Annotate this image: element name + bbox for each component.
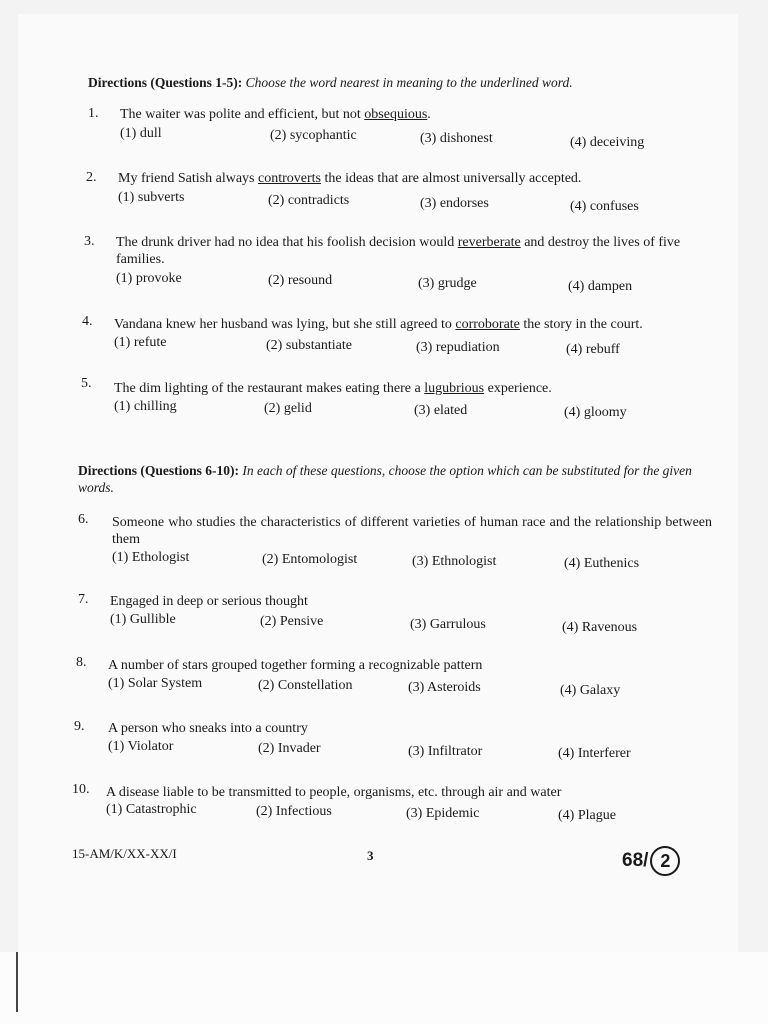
question-7-option-2: (2) Pensive [260, 614, 324, 629]
question-1-stem: The waiter was polite and efficient, but not [120, 107, 365, 122]
question-5-option-4: (4) gloomy [564, 405, 627, 420]
question-5-number: 5. [81, 376, 92, 391]
question-4-option-2: (2) substantiate [266, 338, 352, 353]
question-7-text: Engaged in deep or serious thought [110, 594, 308, 609]
question-8-option-2: (2) Constellation [258, 678, 353, 693]
question-9-number: 9. [74, 719, 85, 734]
question-2-option-2: (2) contradicts [268, 193, 350, 208]
question-6-option-3: (3) Ethnologist [412, 554, 497, 569]
page-bottom-margin [0, 952, 768, 1024]
question-3-option-3: (3) grudge [418, 276, 477, 291]
question-10-option-2: (2) Infectious [256, 804, 332, 819]
question-6-option-4: (4) Euthenics [564, 556, 640, 571]
question-4-option-4: (4) rebuff [566, 342, 620, 357]
question-6-text: Someone who studies the characteristics of different varieties of human race and the relationship between them [112, 515, 712, 547]
paper-code: 15-AM/K/XX-XX/I [72, 846, 177, 861]
question-9-option-3: (3) Infiltrator [408, 744, 483, 759]
question-7-option-4: (4) Ravenous [562, 620, 638, 635]
question-3-option-4: (4) dampen [568, 279, 633, 294]
question-4-option-3: (3) repudiation [416, 340, 500, 355]
question-8-number: 8. [76, 655, 87, 670]
question-3-number: 3. [84, 234, 95, 249]
question-5-underlined-word: lugubrious [424, 381, 485, 396]
question-1-option-3: (3) dishonest [420, 131, 493, 146]
question-4-number: 4. [82, 314, 93, 329]
question-10-text: A disease liable to be transmitted to people, organisms, etc. through air and water [106, 785, 562, 800]
directions-1-label: Directions (Questions 1-5): [88, 75, 243, 90]
question-10-number: 10. [72, 782, 90, 797]
question-1-text [120, 106, 720, 123]
question-2-underlined-word: controverts [257, 171, 321, 186]
question-9-option-2: (2) Invader [258, 741, 321, 756]
scan-edge-mark [16, 952, 18, 1012]
question-2-option-3: (3) endorses [420, 196, 489, 211]
question-7-number: 7. [78, 592, 89, 607]
question-5-option-2: (2) gelid [264, 401, 312, 416]
question-5-stem-end: experience. [484, 381, 552, 396]
question-7-option-3: (3) Garrulous [410, 617, 486, 632]
question-1-number: 1. [88, 106, 99, 121]
set-code [622, 846, 680, 876]
question-6-number: 6. [78, 512, 89, 527]
question-1-underlined-word: obsequious [364, 107, 428, 122]
question-4-stem: Vandana knew her husband was lying, but she still agreed to [114, 317, 456, 332]
question-2-stem-end: the ideas that are almost universally accepted. [320, 171, 582, 186]
question-2-number: 2. [86, 170, 97, 185]
directions-2 [78, 462, 718, 496]
question-2-text [118, 170, 728, 187]
question-2-stem: My friend Satish always [118, 171, 258, 186]
question-3-stem-end: and destroy the lives of five families. [116, 235, 681, 267]
question-8-option-1: (1) Solar System [108, 676, 203, 691]
question-4-text [114, 316, 734, 333]
question-8-option-3: (3) Asteroids [408, 680, 481, 695]
question-4-stem-end: the story in the court. [519, 317, 643, 332]
question-5-option-1: (1) chilling [114, 399, 177, 414]
question-6-option-2: (2) Entomologist [262, 552, 358, 567]
page-number: 3 [367, 848, 374, 863]
question-9-option-4: (4) Interferer [558, 746, 631, 761]
question-3-option-2: (2) resound [268, 273, 333, 288]
question-7-option-1: (1) Gullible [110, 612, 176, 627]
directions-1 [88, 74, 738, 91]
question-5-text [114, 380, 724, 397]
question-3-underlined-word: reverberate [457, 235, 521, 250]
question-1-option-4: (4) deceiving [570, 135, 645, 150]
question-1-option-1: (1) dull [120, 126, 162, 141]
directions-1-text: Choose the word nearest in meaning to the underlined word. [245, 75, 573, 90]
set-prefix: 68/ [622, 850, 649, 872]
directions-2-label: Directions (Questions 6-10): [78, 463, 239, 478]
question-3-text [116, 234, 726, 268]
set-number-circle: 2 [650, 846, 680, 876]
question-3-option-1: (1) provoke [116, 271, 182, 286]
question-1-option-2: (2) sycophantic [270, 128, 357, 143]
question-4-option-1: (1) refute [114, 335, 167, 350]
question-10-option-1: (1) Catastrophic [106, 802, 197, 817]
question-2-option-4: (4) confuses [570, 199, 639, 214]
question-10-option-3: (3) Epidemic [406, 806, 480, 821]
question-9-text: A person who sneaks into a country [108, 721, 308, 736]
directions-2-text: In each of these questions, choose the option which can be substituted for the given words. [78, 463, 692, 495]
question-2-option-1: (1) subverts [118, 190, 185, 205]
question-10-option-4: (4) Plague [558, 808, 616, 823]
question-6-option-1: (1) Ethologist [112, 550, 190, 565]
question-3-stem: The drunk driver had no idea that his foolish decision would [116, 235, 458, 250]
question-9-option-1: (1) Violator [108, 739, 174, 754]
question-5-stem: The dim lighting of the restaurant makes eating there a [114, 381, 425, 396]
question-8-option-4: (4) Galaxy [560, 683, 621, 698]
question-5-option-3: (3) elated [414, 403, 468, 418]
question-1-stem-end: . [427, 107, 431, 122]
question-8-text: A number of stars grouped together forming a recognizable pattern [108, 658, 483, 673]
question-4-underlined-word: corroborate [455, 317, 520, 332]
